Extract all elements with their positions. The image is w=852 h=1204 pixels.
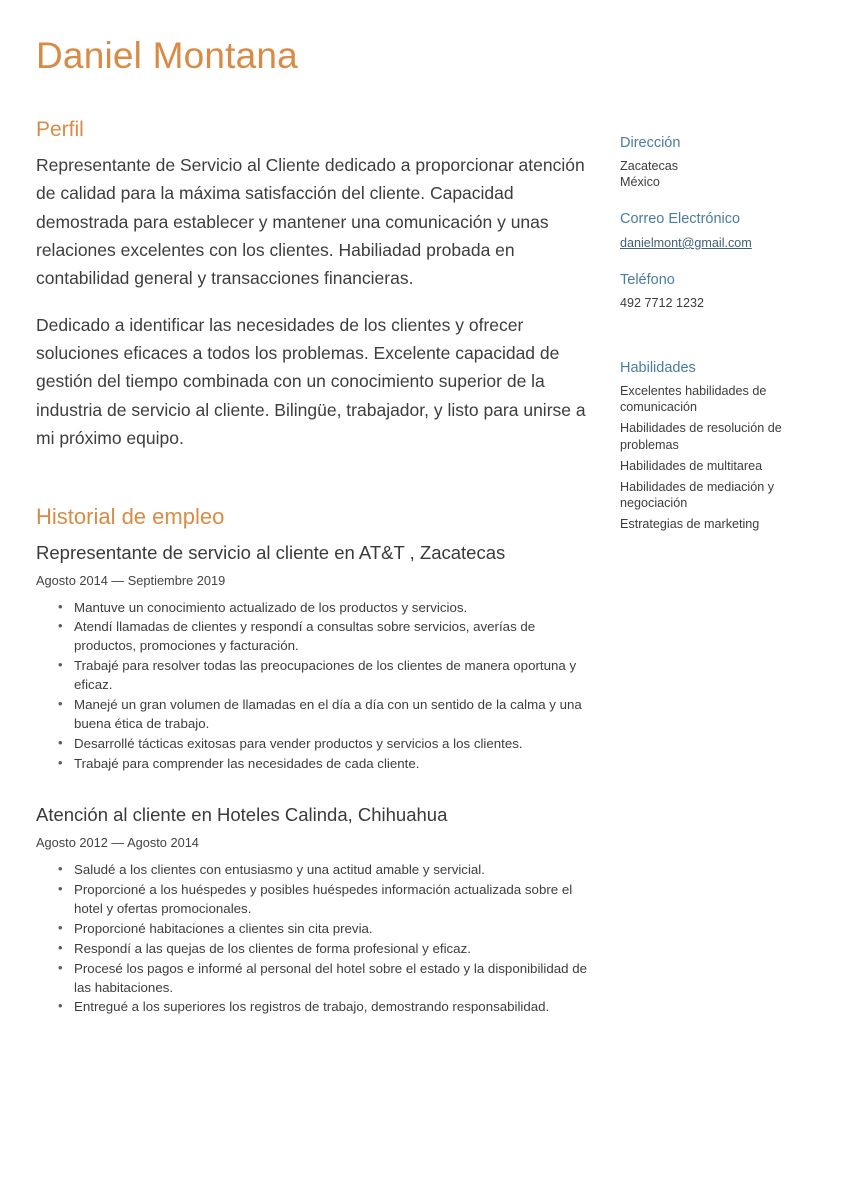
sidebar (620, 117, 816, 551)
list-item: • Procesé los pagos e informé al personal del hotel sobre el estado y la disponibilidad de las habitaciones. (58, 960, 588, 998)
profile-section-title: Perfil (36, 117, 84, 141)
employment-entry (36, 803, 588, 1017)
main-column (36, 117, 588, 1022)
job-responsibilities (58, 599, 588, 774)
address-country: México (620, 175, 660, 190)
sidebar-heading-phone: Teléfono (620, 271, 675, 288)
list-item: • Proporcioné habitaciones a clientes sin cita previa. (58, 920, 588, 939)
list-item: • Trabajé para comprender las necesidades de cada cliente. (58, 755, 588, 774)
job-dates: Agosto 2012 — Agosto 2014 (36, 835, 199, 851)
list-item: • Trabajé para resolver todas las preocupaciones de los clientes de manera oportuna y eficaz. (58, 657, 588, 695)
list-item: • Desarrollé tácticas exitosas para vender productos y servicios a los clientes. (58, 735, 588, 754)
profile-paragraph: Representante de Servicio al Cliente dedicado a proporcionar atención de calidad para la máxima satisfacción del cliente. Capacidad demostrada para establecer y mantener una comunicación y unas relaciones excelentes con los clientes. Habiliadad probada en contabilidad general y transacciones financieras. (36, 154, 585, 289)
profile-section (36, 117, 588, 453)
list-item: • Manejé un gran volumen de llamadas en el día a día con un sentido de la calma y una buena ética de trabajo. (58, 696, 588, 734)
list-item: • Mantuve un conocimiento actualizado de los productos y servicios. (58, 599, 588, 618)
list-item: Habilidades de mediación y negociación (620, 479, 775, 510)
list-item: • Atendí llamadas de clientes y respondí a consultas sobre servicios, averías de productos, promociones y facturación. (58, 618, 588, 656)
sidebar-heading-skills: Habilidades (620, 360, 696, 377)
sidebar-phone-block (620, 271, 816, 312)
list-item: Habilidades de resolución de problemas (620, 421, 782, 452)
skills-list (620, 383, 816, 532)
phone-number: 492 7712 1232 (620, 295, 705, 310)
job-dates: Agosto 2014 — Septiembre 2019 (36, 572, 226, 588)
employment-entry (36, 541, 588, 774)
profile-paragraph: Dedicado a identificar las necesidades de los clientes y ofrecer soluciones eficaces a todos los problemas. Excelente capacidad de gestión del tiempo combinada con un conocimiento superior de la industria de servicio al cliente. Bilingüe, trabajador, y listo para unirse a mi próximo equipo. (36, 314, 586, 448)
list-item: Estrategias de marketing (620, 517, 760, 532)
sidebar-heading-email: Correo Electrónico (620, 211, 741, 227)
sidebar-email-block (620, 210, 816, 252)
employment-section-title: Historial de empleo (36, 504, 225, 530)
resume-body (36, 117, 816, 1022)
job-title: Atención al cliente en Hoteles Calinda, Chihuahua (36, 804, 448, 826)
address-city: Zacatecas (620, 158, 679, 173)
job-responsibilities (58, 861, 588, 1017)
email-link[interactable]: danielmont@gmail.com (620, 235, 752, 250)
list-item: Excelentes habilidades de comunicación (620, 384, 767, 415)
sidebar-skills-block (620, 359, 816, 532)
page-title: Daniel Montana (36, 35, 298, 76)
list-item: • Saludé a los clientes con entusiasmo y una actitud amable y servicial. (58, 861, 588, 880)
list-item: • Proporcioné a los huéspedes y posibles huéspedes información actualizada sobre el hotel y ofertas promocionales. (58, 881, 588, 919)
employment-section (36, 504, 588, 1017)
list-item: • Entregué a los superiores los registros de trabajo, demostrando responsabilidad. (58, 998, 588, 1017)
job-title: Representante de servicio al cliente en AT&T , Zacatecas (36, 541, 506, 563)
sidebar-heading-address: Dirección (620, 134, 681, 151)
list-item: • Respondí a las quejas de los clientes de forma profesional y eficaz. (58, 940, 588, 959)
sidebar-address-block (620, 134, 816, 191)
list-item: Habilidades de multitarea (620, 458, 763, 473)
